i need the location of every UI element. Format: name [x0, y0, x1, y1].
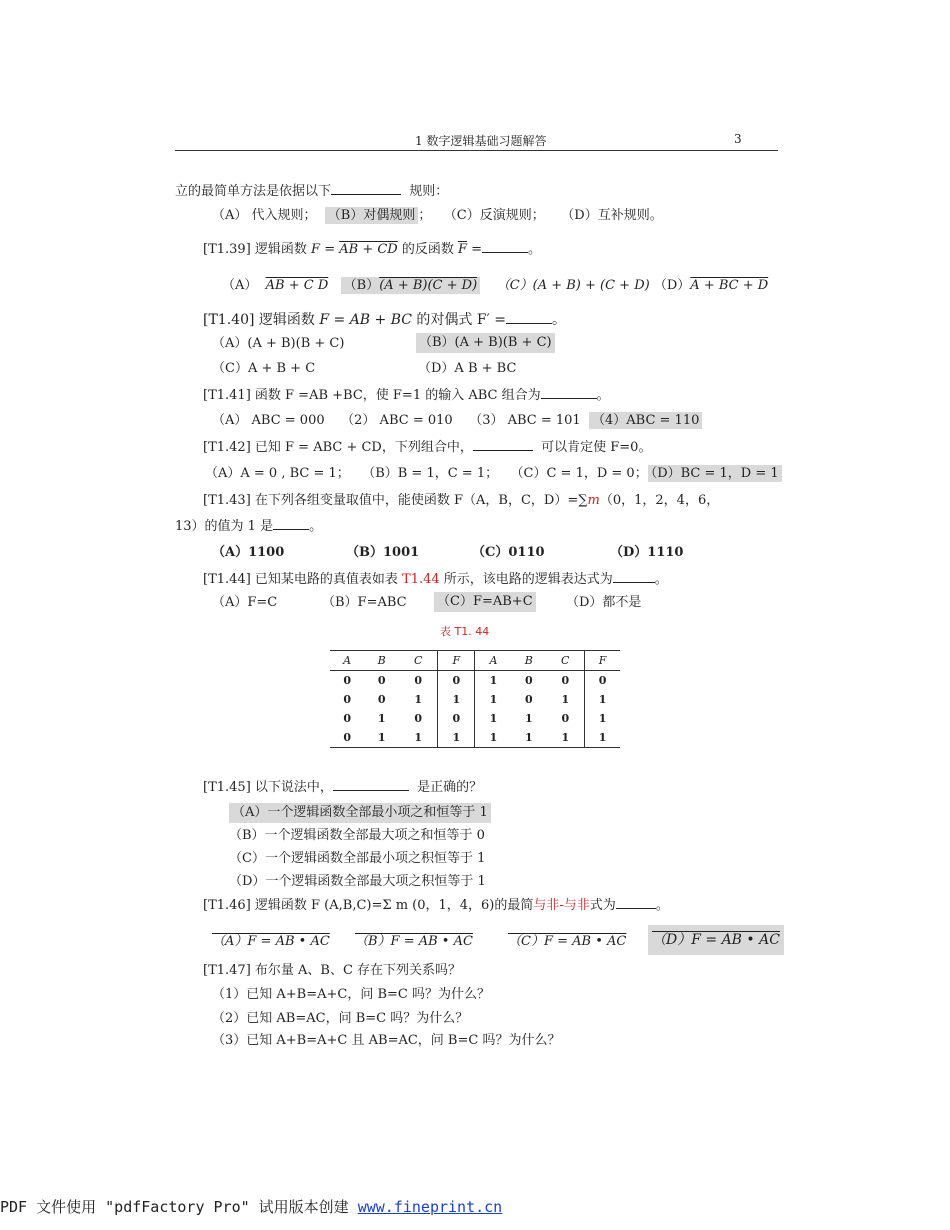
answer-blank	[273, 517, 309, 530]
q46-opt-a	[212, 933, 330, 951]
q40-stem-c: 。	[551, 312, 566, 328]
table-cell: 1	[475, 709, 511, 728]
table-cell: 0	[343, 674, 351, 687]
q38-text-b: 规则：	[409, 184, 449, 199]
table-cell: 1	[525, 712, 533, 725]
table-row	[330, 709, 620, 728]
q40-opt-c: （C）A + B + C	[212, 361, 316, 376]
q39-stem	[203, 240, 541, 259]
q39-f-expr-c: + CD	[358, 242, 398, 257]
q46-opt-d-answer	[648, 925, 784, 955]
answer-blank	[613, 570, 655, 583]
table-cell: 1	[585, 690, 620, 709]
page-number: 3	[734, 132, 742, 146]
table-row	[330, 690, 620, 709]
q40-opt-a: （A）(A + B)(B + C)	[212, 336, 345, 351]
q42-opt-b: （B）B = 1，C = 1；	[362, 466, 499, 481]
q43-stem-a: [T1.43] 在下列各组变量取值中，能使函数 F（A，B，C，D）=∑	[203, 493, 588, 508]
q43-opt-b: （B）1001	[346, 545, 420, 560]
table-cell: 1	[475, 728, 511, 748]
q45-stem-b: 是正确的？	[417, 780, 483, 795]
q43-stem-cont	[175, 517, 322, 536]
answer-blank	[473, 438, 533, 451]
q46-opt-b	[355, 933, 473, 951]
q39-stem-a: [T1.39] 逻辑函数	[203, 242, 307, 257]
q40-stem-a: [T1.40] 逻辑函数	[203, 312, 315, 328]
header-rule	[175, 150, 778, 151]
q40-stem	[203, 311, 566, 329]
q39-f-bar: $\overline{F}$	[457, 242, 468, 257]
table-cell: 0	[377, 693, 386, 706]
q41-opt-a: （A） ABC = 000	[212, 413, 325, 428]
running-header-title: 1 数字逻辑基础习题解答	[415, 134, 547, 148]
table-cell: 1	[475, 690, 511, 709]
q42-stem-a: [T1.42] 已知 F = ABC + CD，下列组合中，	[203, 440, 473, 455]
q39-stem-d: 。	[528, 242, 542, 257]
q39-options	[222, 277, 768, 295]
q46-stem	[203, 896, 669, 915]
table-cell: 0	[561, 712, 570, 725]
q41-stem-text: [T1.41] 函数 F =AB +BC，使 F=1 的输入 ABC 组合为	[203, 388, 541, 403]
q45-opt-c: （C）一个逻辑函数全部最小项之积恒等于 1	[229, 851, 486, 866]
q44-stem-a: [T1.44] 已知某电路的真值表如表	[203, 572, 403, 587]
q42-opt-d-answer: （D）BC = 1，D = 1	[648, 465, 782, 482]
q46-opt-a-expr: （A）F = AB • AC	[212, 934, 330, 949]
table-cell: 0	[414, 674, 422, 687]
q40-stem-b: 的对偶式 F′ =	[411, 312, 506, 328]
table-header: A	[475, 651, 511, 671]
q39-f-expr-b: B	[348, 242, 359, 257]
q47-line-2: （2）已知 AB=AC，问 B=C 吗？为什么？	[212, 1011, 469, 1026]
q45-opt-b: （B）一个逻辑函数全部最大项之和恒等于 0	[229, 828, 485, 843]
q44-stem-b: 所示，该电路的逻辑表达式为	[439, 572, 613, 587]
q42-stem	[203, 438, 651, 457]
q43-opt-c: （C）0110	[472, 545, 545, 560]
q41-opt-d-answer: （4）ABC = 110	[589, 412, 702, 429]
q47-line-1: （1）已知 A+B=A+C，问 B=C 吗？为什么？	[212, 987, 491, 1002]
answer-blank	[331, 182, 401, 195]
q42-opt-c: （C）C = 1，D = 0；	[510, 466, 648, 481]
q39-opt-d: A + BC + D	[690, 278, 769, 293]
q38-stem	[175, 182, 448, 201]
answer-blank	[616, 896, 656, 909]
q39-f-expr-a: A	[339, 242, 349, 257]
q44-opt-c-answer: （C）F=AB+C	[434, 592, 536, 612]
answer-blank	[506, 311, 552, 324]
q38-opt-a: （A） 代入规则；	[212, 208, 317, 223]
table-row	[330, 728, 620, 748]
table-header: B	[364, 651, 399, 671]
fineprint-link[interactable]: www.fineprint.cn	[357, 1198, 503, 1216]
q40-opt-b-answer: （B）(A + B)(B + C)	[416, 333, 555, 353]
q46-opt-c-expr: （C）F = AB • AC	[508, 934, 627, 949]
q42-opt-a: （A）A = 0 , BC = 1；	[205, 466, 350, 481]
q45-opt-a-answer: （A）一个逻辑函数全部最小项之和恒等于 1	[229, 803, 491, 823]
table-cell: 1	[414, 693, 422, 706]
table-caption: 表 T1. 44	[440, 625, 490, 638]
q43-opt-d: （D）1110	[610, 545, 684, 560]
pdf-footer	[0, 1196, 502, 1217]
q44-opt-a: （A）F=C	[212, 595, 278, 610]
q45-opt-d: （D）一个逻辑函数全部最大项之积恒等于 1	[229, 874, 486, 889]
q38-options	[212, 207, 663, 225]
q43-stem-c: 13）的值为 1 是	[175, 519, 274, 534]
q47-line-3: （3）已知 A+B=A+C 且 AB=AC，问 B=C 吗？为什么？	[212, 1033, 561, 1048]
q44-opt-d: （D）都不是	[566, 595, 642, 610]
q38-opt-d: （D）互补规则。	[561, 208, 663, 223]
q46-end: 。	[655, 898, 669, 913]
q43-stem-b: （0，1，2，4，6，	[599, 493, 720, 508]
q43-opt-a: （A）1100	[212, 545, 285, 560]
q46-stem-a: [T1.46] 逻辑函数 F (A,B,C)=Σ m (0，1，4，6)的最简	[203, 898, 534, 913]
q43-end: 。	[309, 519, 323, 534]
q41-opt-b: （2） ABC = 010	[341, 413, 453, 428]
table-header: C	[399, 651, 437, 671]
table-cell: 1	[377, 712, 386, 725]
q46-stem-b: 式为	[589, 898, 616, 913]
q40-f: F = AB + BC	[319, 312, 412, 328]
q41-opt-c: （3） ABC = 101	[469, 413, 581, 428]
table-cell: 0	[585, 671, 620, 691]
q39-stem-c: =	[467, 242, 483, 257]
table-header: F	[585, 651, 620, 671]
answer-blank	[333, 778, 409, 791]
table-cell: 1	[511, 728, 546, 748]
q44-table-ref: T1.44	[402, 572, 440, 587]
q39-stem-b: 的反函数	[397, 242, 458, 257]
table-cell: 0	[343, 712, 351, 725]
q38-text-a: 立的最简单方法是依据以下	[175, 184, 332, 199]
table-header: B	[511, 651, 546, 671]
q46-opt-b-expr: （B）F = AB • AC	[355, 934, 473, 949]
q46-opt-c	[508, 933, 626, 951]
table-cell: 0	[525, 674, 533, 687]
q40-opt-d: （D）A B + BC	[418, 361, 517, 376]
table-cell: 1	[364, 728, 399, 748]
table-header: F	[438, 651, 475, 671]
truth-table	[330, 650, 620, 748]
table-cell: 1	[475, 671, 511, 691]
footer-text: PDF 文件使用 "pdfFactory Pro" 试用版本创建	[0, 1198, 358, 1216]
q41-stem	[203, 386, 610, 405]
q39-f-left: F =	[311, 242, 340, 257]
table-cell: 1	[561, 693, 570, 706]
q42-options	[205, 465, 782, 483]
table-row	[330, 671, 620, 691]
q46-nand-nand: 与非-与非	[533, 898, 590, 913]
q39-opt-b: (A + B)(C + D)	[379, 278, 478, 293]
table-cell: 0	[414, 712, 422, 725]
table-cell: 0	[438, 709, 475, 728]
q45-stem-a: [T1.45] 以下说法中，	[203, 780, 333, 795]
q39-opt-c: （C）(A + B) + (C + D)	[496, 278, 650, 293]
table-cell: 1	[546, 728, 584, 748]
q45-stem	[203, 778, 482, 797]
table-cell: 1	[585, 728, 620, 748]
q43-m: m	[587, 493, 600, 508]
q43-stem	[203, 492, 719, 510]
q46-opt-d-expr: （D）F = AB • AC	[652, 932, 780, 948]
table-cell: 1	[399, 728, 437, 748]
q44-stem	[203, 570, 668, 589]
table-cell: 1	[438, 728, 475, 748]
q39-opt-d-label: （D）	[653, 278, 691, 293]
table-cell: 0	[343, 693, 351, 706]
q44-opt-b: （B）F=ABC	[322, 595, 407, 610]
q44-end: 。	[654, 572, 668, 587]
q39-opt-a: AB + C D	[265, 278, 329, 293]
q39-opt-b-label: （B）	[343, 278, 380, 293]
answer-blank	[541, 386, 597, 399]
q41-end: 。	[596, 388, 610, 403]
table-header: C	[546, 651, 584, 671]
answer-blank	[482, 240, 528, 253]
q39-f-expr-bar	[339, 242, 397, 257]
table-cell: 0	[438, 671, 475, 691]
q41-options	[212, 412, 702, 430]
q39-opt-a-label: （A）	[222, 278, 258, 293]
table-cell: 0	[525, 693, 533, 706]
q38-opt-b-answer: （B）对偶规则	[325, 207, 419, 224]
q38-opt-sep: ；	[418, 208, 432, 223]
q42-stem-b: 可以肯定使 F=0。	[541, 440, 652, 455]
q39-opt-b-answer	[341, 277, 480, 294]
table-header: A	[330, 651, 364, 671]
q38-opt-c: （C）反演规则；	[443, 208, 545, 223]
table-cell: 0	[561, 674, 570, 687]
table-cell: 0	[377, 674, 386, 687]
table-cell: 1	[585, 709, 620, 728]
table-cell: 1	[438, 690, 475, 709]
q47-stem: [T1.47] 布尔量 A、B、C 存在下列关系吗？	[203, 963, 462, 978]
table-cell: 0	[330, 728, 364, 748]
table-header-row	[330, 651, 620, 671]
